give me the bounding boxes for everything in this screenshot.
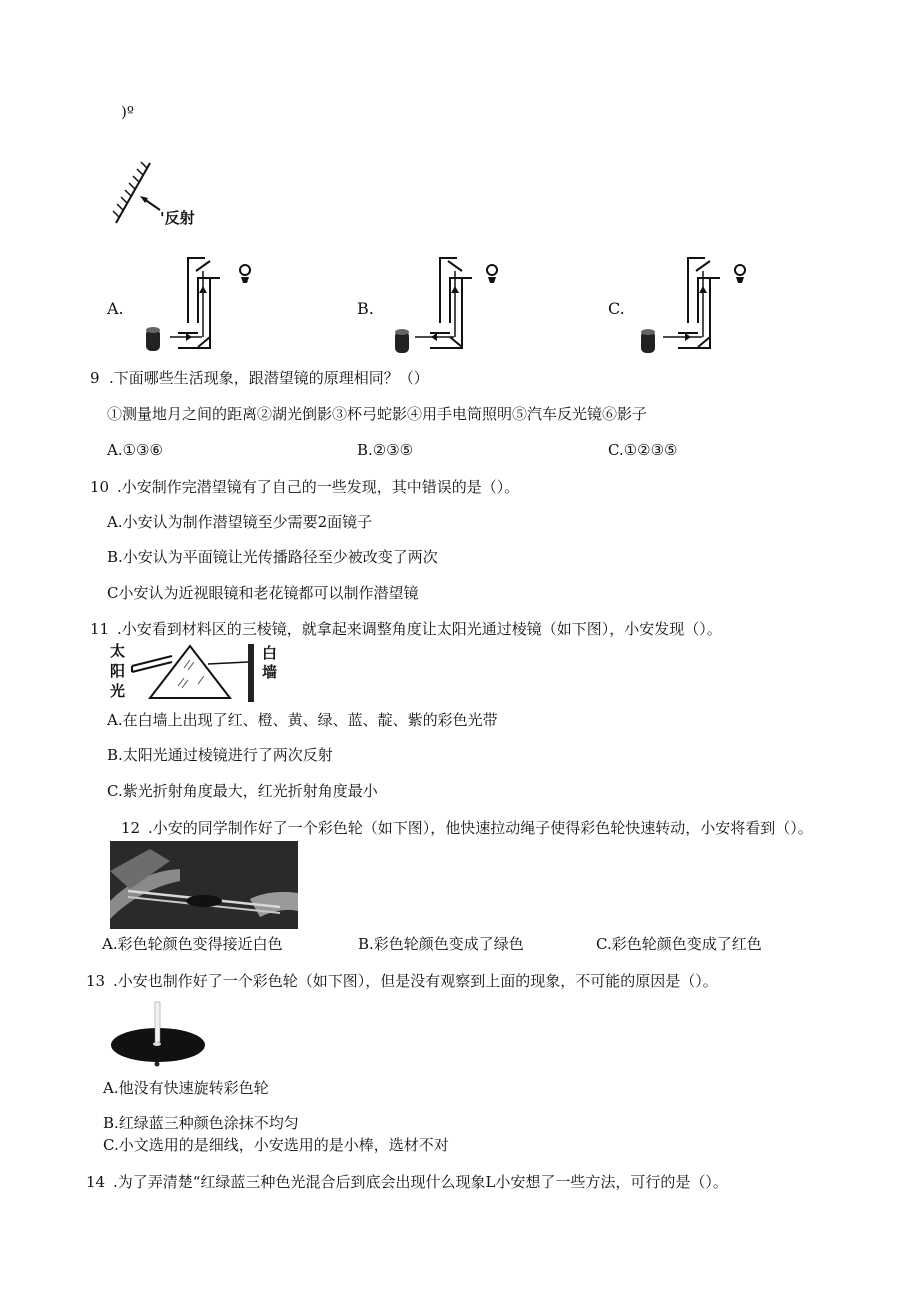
prism-label-tai: 太 <box>110 642 126 660</box>
q9-option-b: B.②③⑤ <box>357 441 414 459</box>
q11-option-b: B.太阳光通过棱镜进行了两次反射 <box>107 746 333 764</box>
periscope-option-b-label: B. <box>357 299 374 318</box>
q13-stem: .小安也制作好了一个彩色轮（如下图），但是没有观察到上面的现象，不可能的原因是（）。 <box>113 972 718 990</box>
q12-option-a: A.彩色轮颜色变得接近白色 <box>102 935 283 953</box>
mirror-reflection-figure <box>108 155 168 230</box>
q9-option-a: A.①③⑥ <box>107 441 163 459</box>
header-fragment: )º <box>121 103 134 121</box>
q12-option-c: C.彩色轮颜色变成了红色 <box>596 935 762 953</box>
q12-stem: .小安的同学制作好了一个彩色轮（如下图），他快速拉动绳子使得彩色轮快速转动，小安将看到（）。 <box>148 819 813 837</box>
q13-option-c: C.小文选用的是细线，小安选用的是小棒，选材不对 <box>103 1136 449 1154</box>
q10-stem: .小安制作完潜望镜有了自己的一些发现，其中错误的是（）。 <box>117 478 520 496</box>
q14-number: 14 <box>86 1173 106 1191</box>
periscope-option-c-label: C. <box>608 299 625 318</box>
q14-stem: .为了弄清楚“红绿蓝三种色光混合后到底会出现什么现象L小安想了一些方法，可行的是（）。 <box>113 1173 728 1191</box>
q10-option-a: A.小安认为制作潜望镜至少需要2面镜子 <box>107 513 373 531</box>
prism-figure <box>128 640 258 706</box>
q10-option-b: B.小安认为平面镜让光传播路径至少被改变了两次 <box>107 548 438 566</box>
q9-number: 9 <box>90 369 100 387</box>
prism-label-yang: 阳 <box>110 662 126 680</box>
q11-number: 11 <box>90 620 110 638</box>
q13-option-a: A.他没有快速旋转彩色轮 <box>103 1079 269 1097</box>
q10-option-c: C小安认为近视眼镜和老花镜都可以制作潜望镜 <box>107 584 419 602</box>
q11-option-c: C.紫光折射角度最大，红光折射角度最小 <box>107 782 378 800</box>
mirror-figure-label: '反射 <box>160 209 195 227</box>
q12-number: 12 <box>121 819 141 837</box>
q13-number: 13 <box>86 972 106 990</box>
periscope-option-b-figure <box>385 253 515 358</box>
q11-stem: .小安看到材料区的三棱镜，就拿起来调整角度让太阳光通过棱镜（如下图），小安发现（）。 <box>117 620 722 638</box>
prism-label-guang: 光 <box>110 682 126 700</box>
prism-label-qiang: 墙 <box>262 663 278 681</box>
color-wheel-photo <box>110 841 298 929</box>
q9-stem: .下面哪些生活现象，跟潜望镜的原理相同？（） <box>109 369 429 387</box>
q11-option-a: A.在白墙上出现了红、橙、黄、绿、蓝、靛、紫的彩色光带 <box>107 711 498 729</box>
q10-number: 10 <box>90 478 110 496</box>
periscope-option-c-figure <box>635 253 765 358</box>
q12-option-b: B.彩色轮颜色变成了绿色 <box>358 935 524 953</box>
q9-option-c: C.①②③⑤ <box>608 441 678 459</box>
q9-items: ①测量地月之间的距离②湖光倒影③杯弓蛇影④用手电筒照明⑤汽车反光镜⑥影子 <box>107 405 648 423</box>
periscope-option-a-label: A. <box>107 299 124 318</box>
prism-label-bai: 白 <box>262 644 278 662</box>
spinning-top-figure <box>108 1000 208 1068</box>
periscope-option-a-figure <box>140 253 270 358</box>
q13-option-b: B.红绿蓝三种颜色涂抹不均匀 <box>103 1114 299 1132</box>
